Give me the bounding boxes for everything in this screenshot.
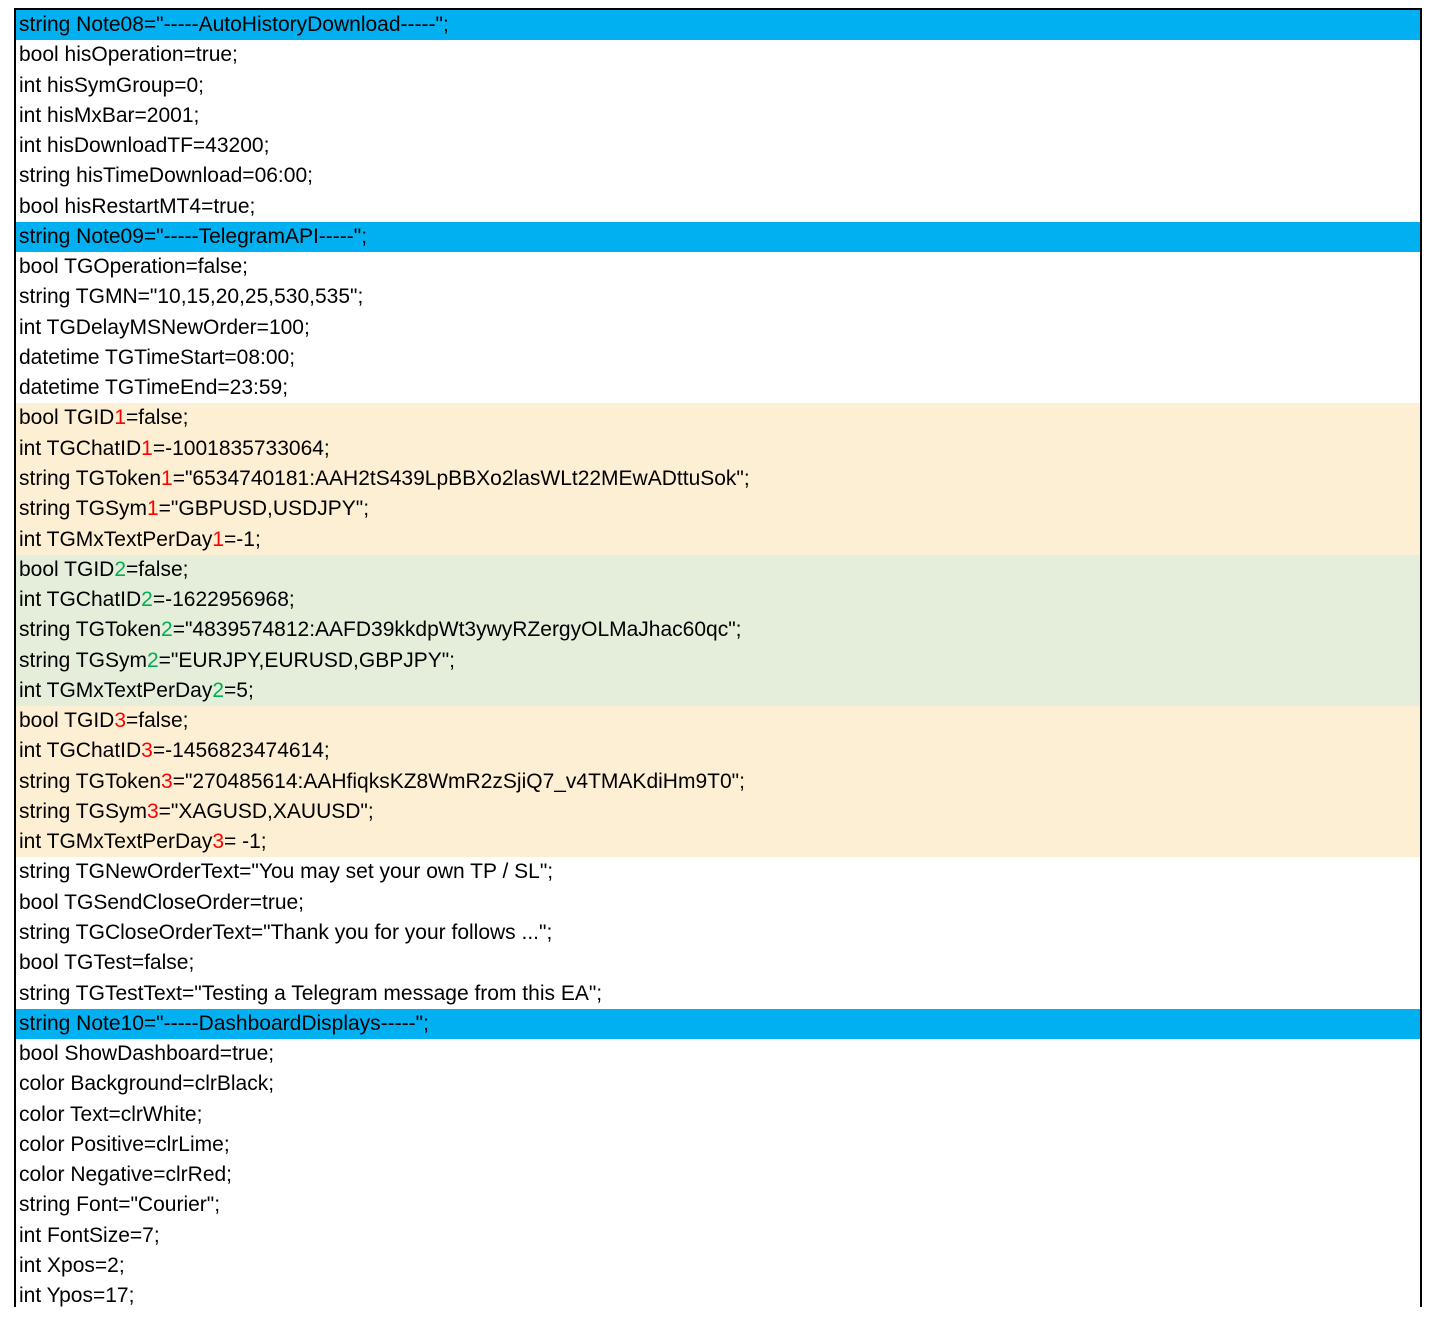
code-line [16, 646, 1420, 676]
code-text: int TGDelayMSNewOrder=100; [19, 315, 310, 339]
code-line [16, 1069, 1420, 1099]
group-index: 3 [161, 769, 173, 793]
code-line [16, 827, 1420, 857]
code-text: int TGChatID [19, 588, 142, 612]
code-text: string TGNewOrderText="You may set your own TP / SL"; [19, 860, 554, 884]
code-text: bool hisRestartMT4=true; [19, 194, 256, 218]
code-text: int hisDownloadTF=43200; [19, 134, 270, 158]
code-line [16, 555, 1420, 585]
code-line [16, 252, 1420, 282]
code-line [16, 1281, 1420, 1311]
code-text-value: = -1; [224, 830, 267, 854]
group-index: 2 [141, 588, 153, 612]
code-text: string hisTimeDownload=06:00; [19, 164, 313, 188]
code-text: string Note09="-----TelegramAPI-----"; [19, 224, 368, 248]
code-text: string TGTestText="Testing a Telegram message from this EA"; [19, 981, 603, 1005]
code-text-value: ="4839574812:AAFD39kkdpWt3ywyRZergyOLMaJhac60qc"; [172, 618, 742, 642]
code-line [16, 40, 1420, 70]
code-text: string TGMN="10,15,20,25,530,535"; [19, 285, 364, 309]
code-text-value: =false; [126, 557, 189, 581]
code-line [16, 797, 1420, 827]
code-line [16, 767, 1420, 797]
group-index: 2 [146, 648, 159, 672]
code-text: string TGToken [19, 769, 162, 793]
group-index: 2 [161, 618, 173, 642]
code-text: int hisSymGroup=0; [19, 73, 205, 97]
group-index: 3 [114, 709, 127, 733]
code-text: datetime TGTimeEnd=23:59; [19, 376, 289, 400]
section-header-line [16, 222, 1420, 252]
code-line [16, 373, 1420, 403]
code-text-value: =-1; [224, 527, 261, 551]
code-text-value: =-1456823474614; [152, 739, 330, 763]
code-line [16, 1251, 1420, 1281]
code-text: color Negative=clrRed; [19, 1163, 233, 1187]
code-text: bool TGTest=false; [19, 951, 195, 975]
group-index: 1 [212, 527, 225, 551]
code-text-value: ="6534740181:AAH2tS439LpBBXo2lasWLt22MEwADttuSok"; [172, 466, 750, 490]
code-text: string Font="Courier"; [19, 1193, 221, 1217]
code-line [16, 1160, 1420, 1190]
code-text-value: ="EURJPY,EURUSD,GBPJPY"; [158, 648, 456, 672]
code-text-value: ="XAGUSD,XAUUSD"; [158, 799, 374, 823]
code-text: bool TGOperation=false; [19, 255, 249, 279]
code-text: int TGMxTextPerDay [19, 527, 213, 551]
code-line [16, 192, 1420, 222]
code-listing-sheet [14, 8, 1422, 1307]
code-text: string Note08="-----AutoHistoryDownload-----"; [19, 13, 449, 36]
group-index: 1 [114, 406, 127, 430]
code-text: int TGChatID [19, 739, 142, 763]
code-text-value: =false; [126, 709, 189, 733]
code-text: bool TGID [19, 406, 115, 430]
code-text: datetime TGTimeStart=08:00; [19, 345, 296, 369]
code-line [16, 434, 1420, 464]
code-text: int TGMxTextPerDay [19, 678, 213, 702]
code-text-value: =5; [224, 678, 254, 702]
code-line [16, 1221, 1420, 1251]
section-header-line [16, 1009, 1420, 1039]
code-text: int TGMxTextPerDay [19, 830, 213, 854]
code-line [16, 1100, 1420, 1130]
group-index: 1 [161, 466, 173, 490]
code-line [16, 979, 1420, 1009]
code-text: int hisMxBar=2001; [19, 103, 200, 127]
code-text-value: ="GBPUSD,USDJPY"; [158, 497, 370, 521]
code-text-value: =false; [126, 406, 189, 430]
group-index: 2 [212, 678, 225, 702]
code-line [16, 676, 1420, 706]
code-line [16, 918, 1420, 948]
code-text: int FontSize=7; [19, 1223, 160, 1247]
code-text: int TGChatID [19, 436, 142, 460]
code-line [16, 948, 1420, 978]
code-line [16, 343, 1420, 373]
code-line [16, 1190, 1420, 1220]
code-text: string TGSym [19, 648, 147, 672]
group-index: 3 [146, 799, 159, 823]
code-line [16, 494, 1420, 524]
code-line [16, 585, 1420, 615]
code-lines [16, 10, 1420, 1311]
code-line [16, 615, 1420, 645]
code-line [16, 1039, 1420, 1069]
code-line [16, 313, 1420, 343]
code-text: string TGToken [19, 618, 162, 642]
code-line [16, 282, 1420, 312]
code-text: bool TGID [19, 557, 115, 581]
code-text: bool TGID [19, 709, 115, 733]
code-line [16, 131, 1420, 161]
code-line [16, 161, 1420, 191]
code-line [16, 525, 1420, 555]
code-text: int Xpos=2; [19, 1253, 125, 1277]
code-line [16, 71, 1420, 101]
section-header-line [16, 10, 1420, 40]
group-index: 3 [212, 830, 225, 854]
code-text: color Positive=clrLime; [19, 1132, 230, 1156]
code-text: string TGCloseOrderText="Thank you for your follows ..."; [19, 920, 553, 944]
group-index: 2 [114, 557, 127, 581]
code-line [16, 101, 1420, 131]
code-text: color Text=clrWhite; [19, 1102, 203, 1126]
code-text: string TGSym [19, 497, 147, 521]
code-line [16, 857, 1420, 887]
code-line [16, 888, 1420, 918]
group-index: 1 [141, 436, 153, 460]
code-text-value: =-1622956968; [152, 588, 295, 612]
group-index: 1 [146, 497, 159, 521]
code-text: string TGToken [19, 466, 162, 490]
code-text: int Ypos=17; [19, 1284, 135, 1308]
code-line [16, 706, 1420, 736]
group-index: 3 [141, 739, 153, 763]
code-line [16, 1130, 1420, 1160]
code-text: bool TGSendCloseOrder=true; [19, 890, 305, 914]
code-text: string Note10="-----DashboardDisplays-----"; [19, 1011, 429, 1035]
code-text-value: ="270485614:AAHfiqksKZ8WmR2zSjiQ7_v4TMAKdiHm9T0"; [172, 769, 745, 793]
code-line [16, 736, 1420, 766]
code-text: bool ShowDashboard=true; [19, 1042, 275, 1066]
code-text-value: =-1001835733064; [152, 436, 330, 460]
code-line [16, 464, 1420, 494]
code-text: string TGSym [19, 799, 147, 823]
code-text: color Background=clrBlack; [19, 1072, 275, 1096]
code-text: bool hisOperation=true; [19, 43, 238, 67]
code-line [16, 403, 1420, 433]
